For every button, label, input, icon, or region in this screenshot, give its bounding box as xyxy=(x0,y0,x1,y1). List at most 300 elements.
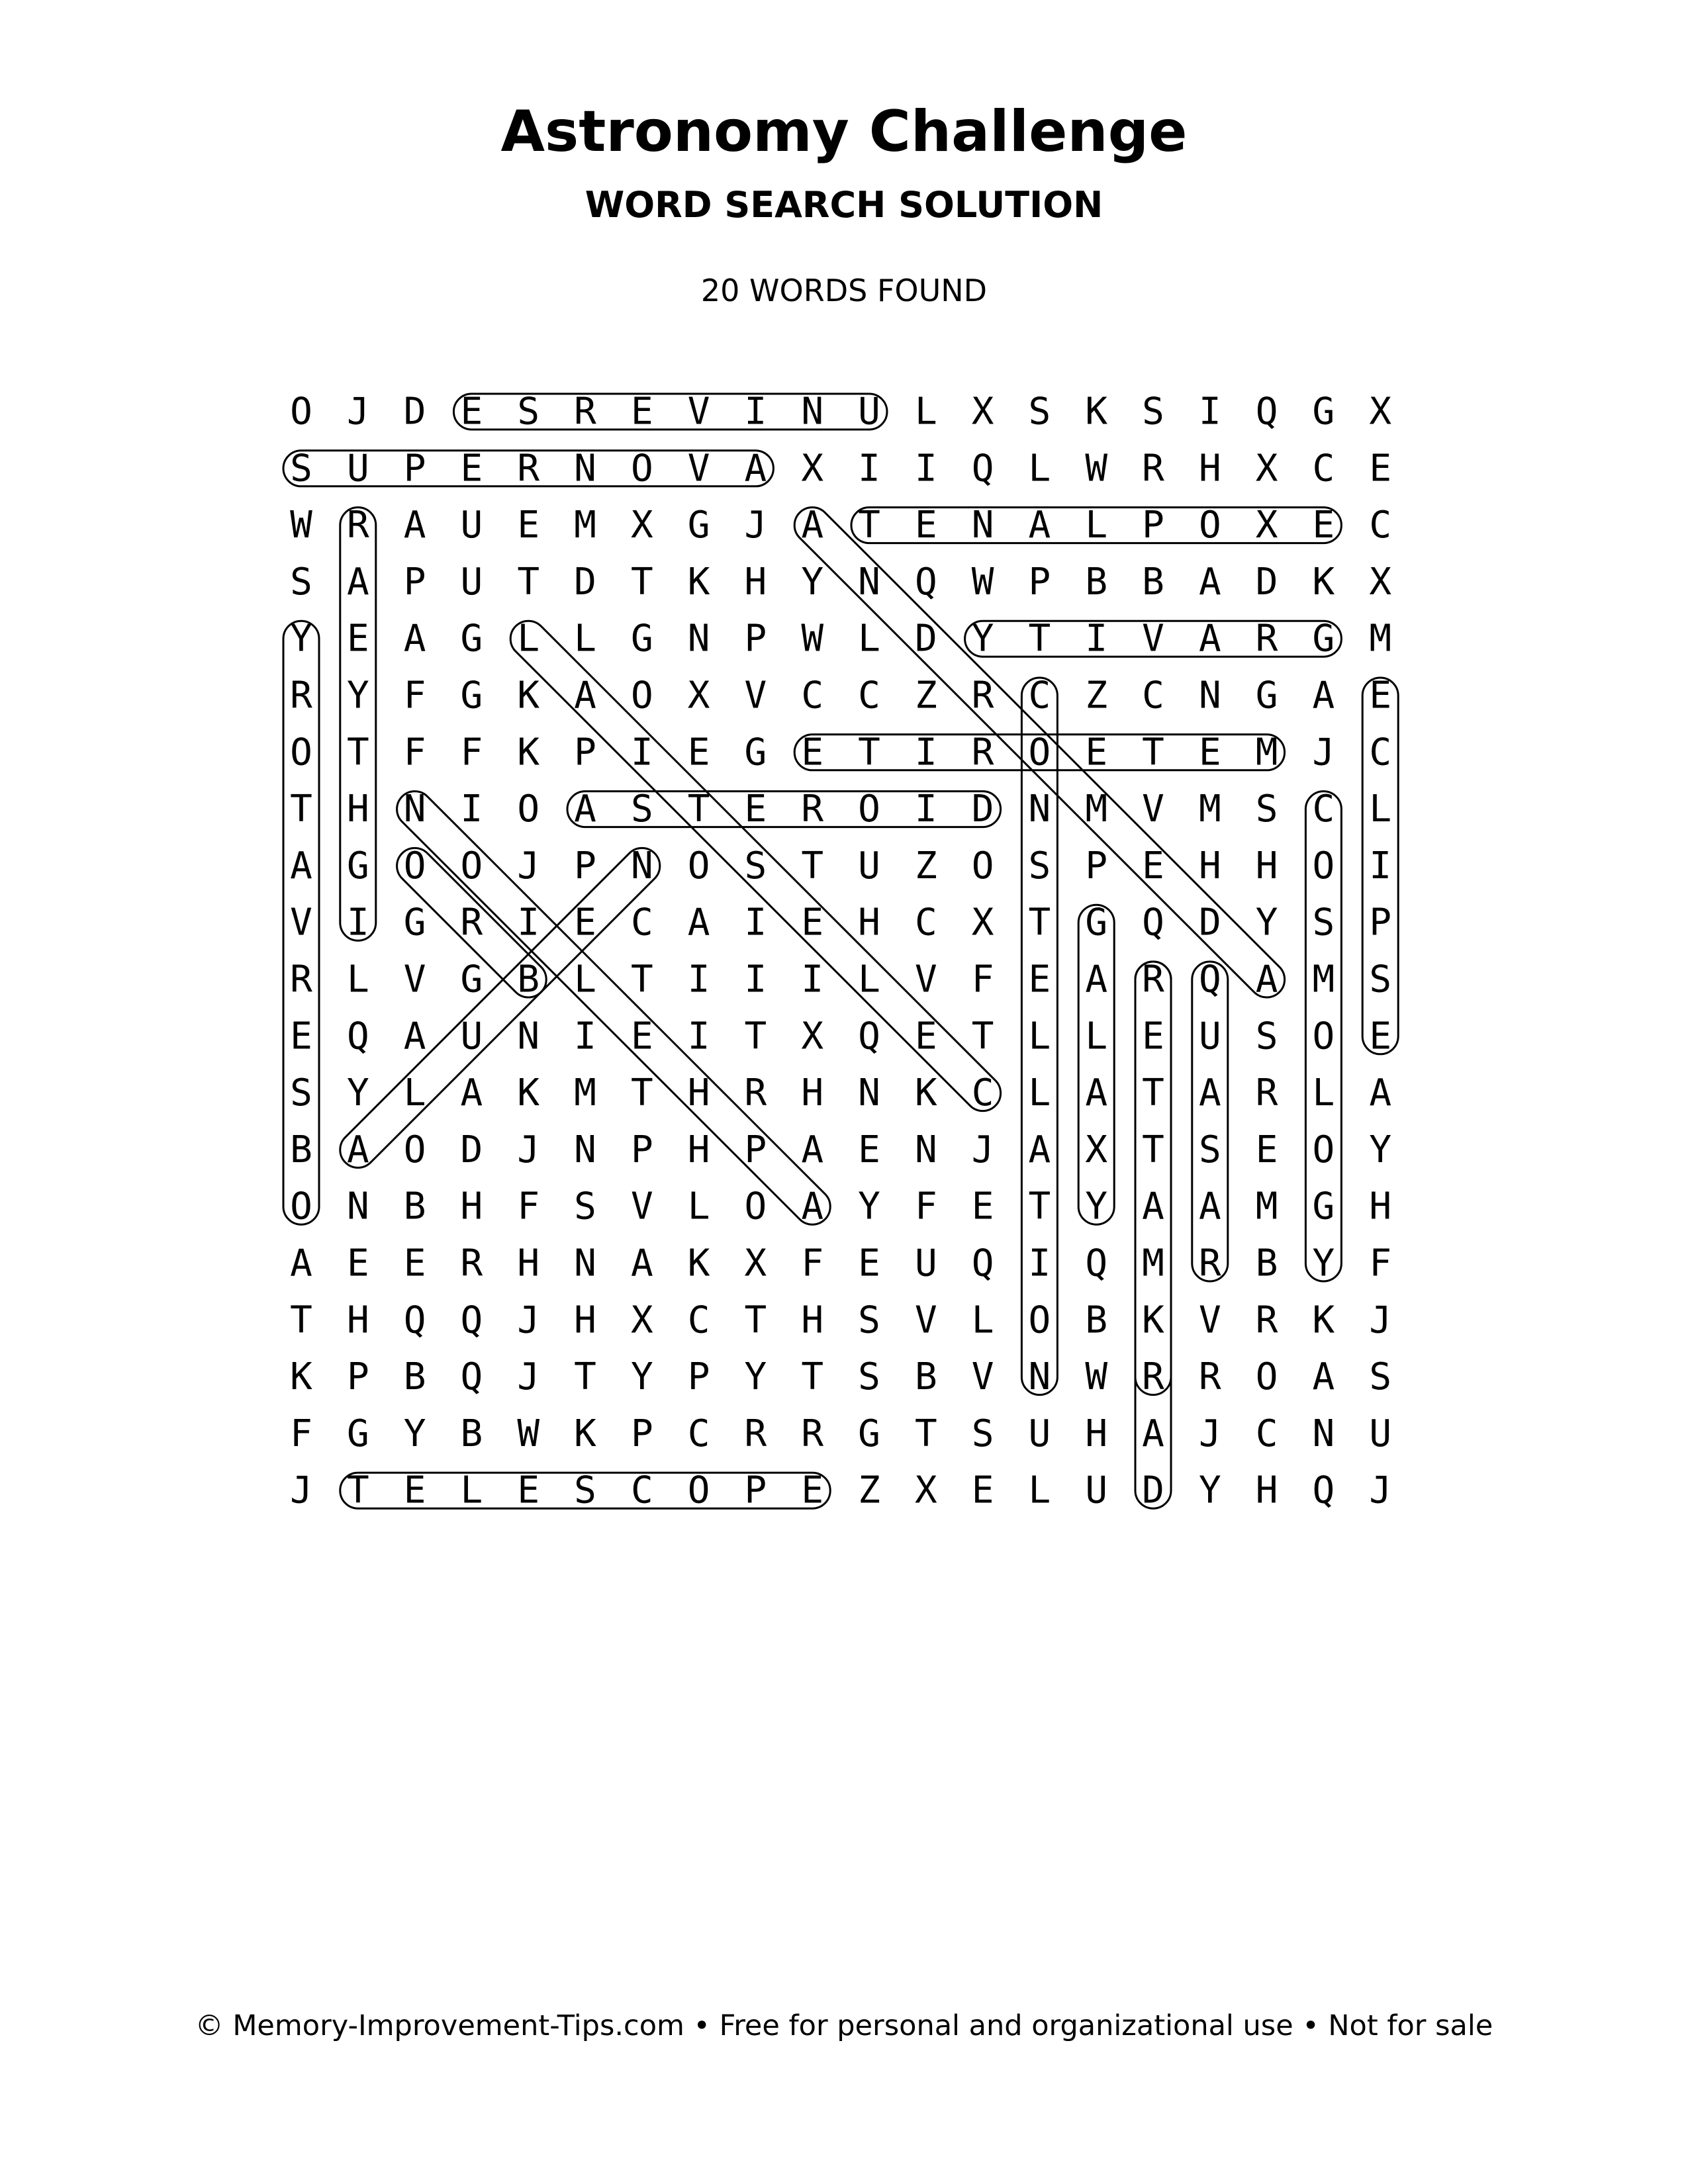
grid-letter: A xyxy=(801,1185,824,1228)
grid-letter: C xyxy=(1028,674,1051,717)
grid-letter: Q xyxy=(1198,958,1221,1001)
grid-letter: C xyxy=(687,1298,710,1342)
grid-letter: G xyxy=(403,901,426,944)
grid-letter: E xyxy=(744,788,767,831)
grid-letter: R xyxy=(346,504,369,547)
grid-letter: S xyxy=(858,1298,880,1342)
grid-letter: I xyxy=(687,1015,710,1058)
grid-letter: E xyxy=(858,1242,880,1285)
grid-letter: O xyxy=(290,731,312,774)
grid-letter: R xyxy=(1255,617,1278,660)
grid-letter: P xyxy=(574,844,596,887)
grid-letter: V xyxy=(630,1185,653,1228)
grid-letter: U xyxy=(346,447,369,490)
grid-letter: T xyxy=(630,560,653,604)
grid-letter: T xyxy=(858,731,880,774)
grid-letter: I xyxy=(744,901,767,944)
grid-letter: Q xyxy=(403,1298,426,1342)
grid-letter: J xyxy=(346,390,369,433)
grid-letter: K xyxy=(687,560,710,604)
grid-letter: A xyxy=(744,447,767,490)
grid-letter: E xyxy=(1369,1015,1392,1058)
grid-letter: A xyxy=(346,560,369,604)
grid-letter: U xyxy=(1028,1412,1051,1455)
grid-letter: Q xyxy=(914,560,937,604)
grid-letter: Q xyxy=(858,1015,880,1058)
grid-letter: S xyxy=(290,447,312,490)
grid-letter: X xyxy=(1255,447,1278,490)
grid-letter: L xyxy=(1312,1071,1335,1115)
grid-letter: B xyxy=(1255,1242,1278,1285)
grid-letter: B xyxy=(460,1412,483,1455)
grid-letter: K xyxy=(687,1242,710,1285)
grid-letter: L xyxy=(1085,504,1108,547)
grid-letter: I xyxy=(1369,844,1392,887)
grid-letter: R xyxy=(1142,447,1164,490)
grid-letter: N xyxy=(403,788,426,831)
grid-letter: O xyxy=(403,1128,426,1171)
grid-letter: N xyxy=(574,447,596,490)
grid-letter: E xyxy=(1142,844,1164,887)
grid-letter: L xyxy=(687,1185,710,1228)
grid-letter: L xyxy=(971,1298,994,1342)
grid-letter: P xyxy=(1028,560,1051,604)
grid-letter: T xyxy=(1028,901,1051,944)
grid-letter: E xyxy=(858,1128,880,1171)
grid-letter: Y xyxy=(346,1071,369,1115)
grid-letter: A xyxy=(403,1015,426,1058)
grid-letter: V xyxy=(744,674,767,717)
grid-letter: P xyxy=(630,1128,653,1171)
grid-letter: E xyxy=(460,390,483,433)
grid-letter: H xyxy=(687,1128,710,1171)
grid-letter: S xyxy=(744,844,767,887)
grid-letter: N xyxy=(346,1185,369,1228)
grid-letter: X xyxy=(1369,390,1392,433)
grid-letter: I xyxy=(744,390,767,433)
grid-letter: T xyxy=(346,731,369,774)
grid-letter: K xyxy=(290,1355,312,1399)
grid-letter: O xyxy=(630,674,653,717)
grid-letter: E xyxy=(574,901,596,944)
grid-letter: X xyxy=(687,674,710,717)
grid-letter: L xyxy=(403,1071,426,1115)
grid-letter: R xyxy=(744,1412,767,1455)
grid-letter: K xyxy=(517,674,540,717)
grid-letter: A xyxy=(290,1242,312,1285)
grid-letter: B xyxy=(403,1185,426,1228)
grid-letter: M xyxy=(1142,1242,1164,1285)
grid-letter: Q xyxy=(460,1355,483,1399)
grid-letter: S xyxy=(290,560,312,604)
grid-letter: L xyxy=(1028,447,1051,490)
grid-letter: W xyxy=(971,560,994,604)
grid-letter: F xyxy=(1369,1242,1392,1285)
grid-letter: F xyxy=(460,731,483,774)
grid-letter: V xyxy=(687,447,710,490)
grid-letter: R xyxy=(460,901,483,944)
grid-letter: R xyxy=(801,1412,824,1455)
grid-letter: T xyxy=(290,788,312,831)
word-highlight-nova xyxy=(389,784,837,1232)
grid-letter: E xyxy=(1255,1128,1278,1171)
grid-letter: Y xyxy=(290,617,312,660)
grid-letter: J xyxy=(517,1128,540,1171)
grid-letter: H xyxy=(858,901,880,944)
grid-letter: D xyxy=(971,788,994,831)
grid-letter: B xyxy=(1085,560,1108,604)
grid-letter: V xyxy=(290,901,312,944)
grid-letter: C xyxy=(630,901,653,944)
grid-letter: H xyxy=(801,1071,824,1115)
grid-letter: O xyxy=(687,1469,710,1512)
grid-letter: D xyxy=(1255,560,1278,604)
grid-letter: F xyxy=(403,674,426,717)
grid-letter: U xyxy=(1198,1015,1221,1058)
grid-letter: O xyxy=(517,788,540,831)
grid-letter: Q xyxy=(1255,390,1278,433)
grid-letter: I xyxy=(517,901,540,944)
grid-letter: T xyxy=(744,1298,767,1342)
grid-letter: Y xyxy=(1198,1469,1221,1512)
grid-letter: H xyxy=(1085,1412,1108,1455)
grid-letter: N xyxy=(858,560,880,604)
grid-letter: H xyxy=(460,1185,483,1228)
grid-letter: A xyxy=(1369,1071,1392,1115)
grid-letter: A xyxy=(346,1128,369,1171)
grid-letter: K xyxy=(1142,1298,1164,1342)
grid-letter: V xyxy=(403,958,426,1001)
grid-letter: T xyxy=(971,1015,994,1058)
grid-letter: A xyxy=(574,674,596,717)
grid-letter: E xyxy=(1028,958,1051,1001)
grid-letter: V xyxy=(914,1298,937,1342)
grid-letter: A xyxy=(687,901,710,944)
grid-letter: R xyxy=(801,788,824,831)
grid-letter: R xyxy=(1142,958,1164,1001)
grid-letter: Y xyxy=(1312,1242,1335,1285)
grid-letter: F xyxy=(971,958,994,1001)
grid-letter: N xyxy=(1028,1355,1051,1399)
grid-letter: N xyxy=(914,1128,937,1171)
grid-letter: O xyxy=(744,1185,767,1228)
grid-letter: S xyxy=(1028,844,1051,887)
grid-letter: E xyxy=(1198,731,1221,774)
grid-letter: P xyxy=(403,447,426,490)
grid-letter: J xyxy=(744,504,767,547)
grid-letter: R xyxy=(1255,1071,1278,1115)
grid-letter: R xyxy=(971,731,994,774)
grid-letter: Y xyxy=(346,674,369,717)
grid-letter: I xyxy=(914,788,937,831)
grid-letter: O xyxy=(1028,731,1051,774)
grid-letter: T xyxy=(858,504,880,547)
grid-letter: E xyxy=(1142,1015,1164,1058)
grid-letter: Q xyxy=(1312,1469,1335,1512)
grid-letter: E xyxy=(1369,447,1392,490)
grid-letter: S xyxy=(517,390,540,433)
grid-letter: L xyxy=(1369,788,1392,831)
grid-letter: S xyxy=(858,1355,880,1399)
grid-letter: F xyxy=(801,1242,824,1285)
grid-letters xyxy=(290,390,1391,1512)
grid-letter: V xyxy=(1198,1298,1221,1342)
grid-letter: M xyxy=(1255,731,1278,774)
grid-letter: G xyxy=(1085,901,1108,944)
grid-letter: L xyxy=(1028,1071,1051,1115)
grid-letter: O xyxy=(1198,504,1221,547)
grid-letter: G xyxy=(346,844,369,887)
grid-letter: H xyxy=(1198,844,1221,887)
grid-letter: H xyxy=(1369,1185,1392,1228)
grid-letter: E xyxy=(687,731,710,774)
grid-letter: P xyxy=(403,560,426,604)
grid-letter: A xyxy=(1198,617,1221,660)
grid-letter: K xyxy=(517,731,540,774)
grid-letter: X xyxy=(1369,560,1392,604)
grid-letter: X xyxy=(801,447,824,490)
grid-letter: L xyxy=(858,958,880,1001)
grid-letter: J xyxy=(971,1128,994,1171)
grid-letter: G xyxy=(1312,390,1335,433)
grid-letter: A xyxy=(1085,1071,1108,1115)
grid-letter: T xyxy=(1142,1071,1164,1115)
grid-letter: G xyxy=(460,674,483,717)
grid-letter: E xyxy=(1085,731,1108,774)
words-found-count: 20 WORDS FOUND xyxy=(700,273,988,308)
grid-letter: A xyxy=(403,617,426,660)
grid-letter: L xyxy=(1028,1015,1051,1058)
grid-letter: N xyxy=(687,617,710,660)
grid-letter: A xyxy=(1085,958,1108,1001)
grid-letter: S xyxy=(1198,1128,1221,1171)
grid-letter: T xyxy=(744,1015,767,1058)
grid-letter: U xyxy=(460,1015,483,1058)
grid-letter: S xyxy=(1255,788,1278,831)
grid-letter: M xyxy=(1312,958,1335,1001)
grid-letter: F xyxy=(403,731,426,774)
grid-letter: B xyxy=(403,1355,426,1399)
grid-letter: J xyxy=(1369,1469,1392,1512)
grid-letter: O xyxy=(1028,1298,1051,1342)
grid-letter: P xyxy=(630,1412,653,1455)
grid-letter: Y xyxy=(971,617,994,660)
grid-letter: R xyxy=(1142,1355,1164,1399)
grid-letter: V xyxy=(914,958,937,1001)
grid-letter: D xyxy=(1142,1469,1164,1512)
grid-letter: I xyxy=(914,731,937,774)
grid-letter: H xyxy=(744,560,767,604)
grid-letter: E xyxy=(801,901,824,944)
grid-letter: N xyxy=(517,1015,540,1058)
grid-letter: L xyxy=(914,390,937,433)
grid-letter: P xyxy=(1085,844,1108,887)
grid-letter: X xyxy=(630,1298,653,1342)
grid-letter: A xyxy=(801,504,824,547)
grid-letter: R xyxy=(1198,1355,1221,1399)
grid-letter: S xyxy=(1369,1355,1392,1399)
grid-letter: T xyxy=(1142,1128,1164,1171)
grid-letter: I xyxy=(630,731,653,774)
word-highlight-nebula xyxy=(333,841,667,1175)
grid-letter: A xyxy=(574,788,596,831)
grid-letter: T xyxy=(801,844,824,887)
grid-letter: G xyxy=(346,1412,369,1455)
grid-letter: X xyxy=(1085,1128,1108,1171)
grid-letter: U xyxy=(1085,1469,1108,1512)
grid-letter: B xyxy=(1085,1298,1108,1342)
grid-letter: C xyxy=(971,1071,994,1115)
grid-letter: R xyxy=(517,447,540,490)
grid-letter: C xyxy=(1369,504,1392,547)
grid-letter: T xyxy=(1028,617,1051,660)
grid-letter: M xyxy=(1085,788,1108,831)
grid-letter: O xyxy=(1312,844,1335,887)
grid-letter: A xyxy=(630,1242,653,1285)
grid-letter: F xyxy=(914,1185,937,1228)
grid-letter: N xyxy=(1028,788,1051,831)
grid-letter: I xyxy=(1028,1242,1051,1285)
grid-letter: K xyxy=(517,1071,540,1115)
grid-letter: L xyxy=(517,617,540,660)
grid-letter: E xyxy=(346,1242,369,1285)
grid-letter: E xyxy=(346,617,369,660)
grid-letter: A xyxy=(1028,1128,1051,1171)
grid-letter: L xyxy=(346,958,369,1001)
grid-letter: S xyxy=(971,1412,994,1455)
grid-letter: J xyxy=(517,1355,540,1399)
grid-letter: E xyxy=(914,1015,937,1058)
grid-letter: S xyxy=(1312,901,1335,944)
grid-letter: K xyxy=(574,1412,596,1455)
grid-letter: Z xyxy=(1085,674,1108,717)
grid-letter: R xyxy=(1255,1298,1278,1342)
grid-letter: B xyxy=(914,1355,937,1399)
grid-letter: A xyxy=(1142,1412,1164,1455)
grid-letter: T xyxy=(630,958,653,1001)
grid-letter: T xyxy=(1028,1185,1051,1228)
grid-letter: Y xyxy=(403,1412,426,1455)
grid-letter: S xyxy=(1142,390,1164,433)
grid-letter: G xyxy=(460,617,483,660)
grid-letter: R xyxy=(971,674,994,717)
grid-letter: I xyxy=(1198,390,1221,433)
grid-letter: L xyxy=(858,617,880,660)
grid-letter: F xyxy=(517,1185,540,1228)
grid-letter: B xyxy=(1142,560,1164,604)
grid-letter: O xyxy=(290,390,312,433)
grid-letter: O xyxy=(460,844,483,887)
grid-letter: H xyxy=(346,788,369,831)
grid-letter: E xyxy=(801,731,824,774)
grid-letter: O xyxy=(403,844,426,887)
grid-letter: U xyxy=(858,844,880,887)
grid-letter: Q xyxy=(1085,1242,1108,1285)
grid-letter: M xyxy=(574,504,596,547)
grid-letter: V xyxy=(1142,788,1164,831)
grid-letter: A xyxy=(1255,958,1278,1001)
page-title: Astronomy Challenge xyxy=(500,99,1188,165)
grid-letter: U xyxy=(858,390,880,433)
grid-letter: Y xyxy=(858,1185,880,1228)
grid-letter: A xyxy=(1028,504,1051,547)
grid-letter: E xyxy=(403,1242,426,1285)
grid-letter: E xyxy=(517,1469,540,1512)
grid-letter: X xyxy=(971,901,994,944)
grid-letter: C xyxy=(858,674,880,717)
grid-letter: W xyxy=(1085,447,1108,490)
grid-letter: C xyxy=(1312,788,1335,831)
grid-letter: W xyxy=(290,504,312,547)
grid-letter: G xyxy=(744,731,767,774)
found-word-highlights xyxy=(283,394,1398,1508)
grid-letter: E xyxy=(630,390,653,433)
grid-letter: I xyxy=(574,1015,596,1058)
grid-letter: G xyxy=(1312,1185,1335,1228)
grid-letter: H xyxy=(687,1071,710,1115)
grid-letter: H xyxy=(517,1242,540,1285)
grid-letter: D xyxy=(460,1128,483,1171)
grid-letter: U xyxy=(460,504,483,547)
grid-letter: R xyxy=(290,674,312,717)
grid-letter: A xyxy=(290,844,312,887)
grid-letter: L xyxy=(1028,1469,1051,1512)
grid-letter: O xyxy=(290,1185,312,1228)
grid-letter: A xyxy=(801,1128,824,1171)
grid-letter: V xyxy=(971,1355,994,1399)
grid-letter: E xyxy=(971,1185,994,1228)
grid-letter: H xyxy=(1255,844,1278,887)
grid-letter: X xyxy=(744,1242,767,1285)
grid-letter: G xyxy=(1312,617,1335,660)
grid-letter: J xyxy=(1369,1298,1392,1342)
grid-letter: C xyxy=(1369,731,1392,774)
grid-letter: D xyxy=(1198,901,1221,944)
grid-letter: E xyxy=(630,1015,653,1058)
grid-letter: T xyxy=(630,1071,653,1115)
grid-letter: I xyxy=(858,447,880,490)
grid-letter: N xyxy=(801,390,824,433)
grid-letter: A xyxy=(460,1071,483,1115)
grid-letter: P xyxy=(1142,504,1164,547)
grid-letter: S xyxy=(574,1185,596,1228)
grid-letter: I xyxy=(1085,617,1108,660)
grid-letter: K xyxy=(1312,560,1335,604)
grid-letter: N xyxy=(971,504,994,547)
grid-letter: Q xyxy=(971,1242,994,1285)
grid-letter: M xyxy=(1198,788,1221,831)
word-highlight-quasar xyxy=(1192,962,1228,1281)
grid-letter: C xyxy=(801,674,824,717)
grid-letter: U xyxy=(460,560,483,604)
grid-letter: N xyxy=(1198,674,1221,717)
grid-letter: X xyxy=(801,1015,824,1058)
grid-letter: P xyxy=(346,1355,369,1399)
page-subtitle: WORD SEARCH SOLUTION xyxy=(585,184,1103,226)
grid-letter: J xyxy=(517,844,540,887)
grid-letter: T xyxy=(346,1469,369,1512)
grid-letter: Z xyxy=(858,1469,880,1512)
grid-letter: X xyxy=(630,504,653,547)
grid-letter: S xyxy=(574,1469,596,1512)
grid-letter: Y xyxy=(1369,1128,1392,1171)
grid-letter: I xyxy=(801,958,824,1001)
grid-letter: E xyxy=(517,504,540,547)
grid-letter: L xyxy=(1085,1015,1108,1058)
grid-letter: V xyxy=(687,390,710,433)
grid-letter: T xyxy=(914,1412,937,1455)
grid-letter: E xyxy=(290,1015,312,1058)
